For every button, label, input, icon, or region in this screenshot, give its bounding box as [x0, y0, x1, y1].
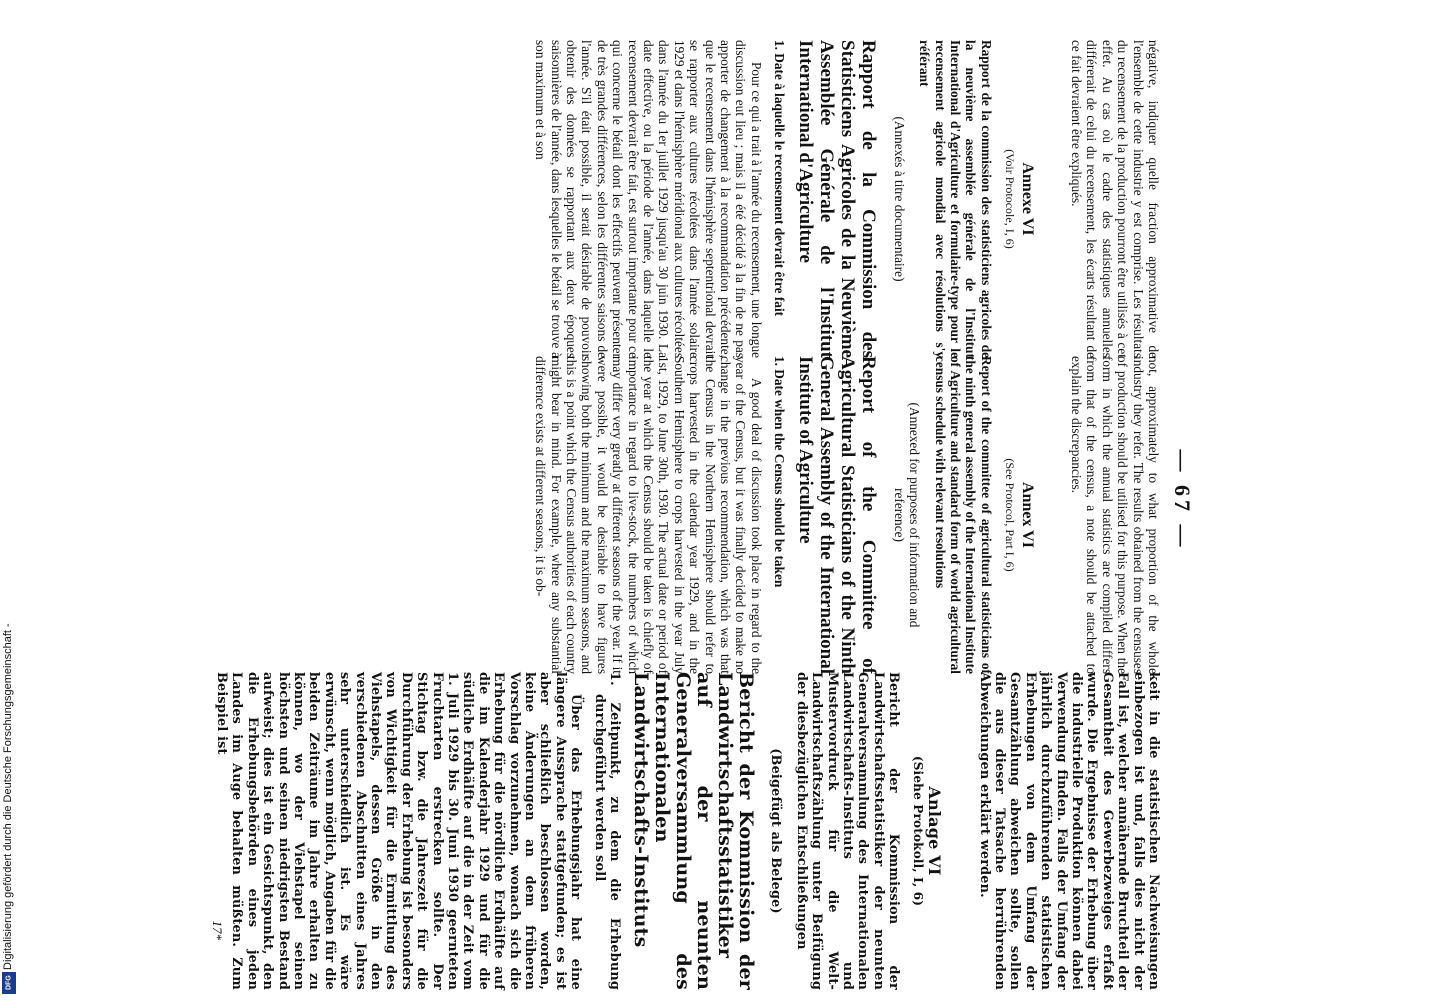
- german-report-title: Bericht der Kommission der Landwirtschaftsstatistiker auf der neunten Generalversammlung des Internationalen Landwirtschafts-Instituts: [630, 672, 758, 990]
- english-protocol-ref: (See Protocol, Part I, 6): [1003, 458, 1018, 572]
- french-annex-heading: Annexe VI: [1018, 162, 1036, 236]
- german-protocol-ref: (Siehe Protokoll, I, 6): [910, 755, 925, 907]
- german-section-heading: 1. Zeitpunkt, zu dem die Erhebung durchgeführt werden soll: [591, 672, 623, 990]
- signature-mark: 17*: [210, 920, 225, 940]
- french-protocol-ref: (Voir Protocole, I, 6): [1003, 149, 1018, 249]
- digitization-credit: [0, 0, 20, 1000]
- french-section-heading: 1. Date à laquelle le recensement devrait être fait: [772, 40, 788, 317]
- french-intro: négative, indiquer quelle fraction approximative de l'ensemble de cette industrie y est comprise. Les résultats du recensement de la production pourront être utilisés à cet effet. Au cas où le cadre des statistiques annuelles différerait de celui du recensement, les écarts résultant de ce fait devraient être expliqués.: [1068, 40, 1161, 358]
- english-annexed-note: (Annexed for purposes of information and reference): [891, 402, 923, 628]
- german-annex-heading: Anlage VI: [925, 786, 945, 876]
- credit-text: Digitalisierung gefördert durch die Deutsche Forschungsgemeinschaft -: [2, 623, 14, 970]
- french-body: Pour ce qui a trait à l'année du recensement, une longue discussion eut lieu ; mais il a été décidé à la fin de ne pas apporter de changement à la recommandation précédente, que le recensement dans l'hémisphère septentrional devrait se rapporter aux cultures récoltées dans l'année solaire 1929 et dans l'hémisphère méridional aux cultures récoltées dans l'année du 1er juillet 1929 jusqu'au 30 juin 1930. La date effective, ou la période de l'année, dans laquelle le recensement devrait être fait, est surtout importante pour ce qui concerne le bétail dont les effectifs peuvent présenter de très grandes différences, selon les différentes saisons de l'année. S'il était possible, il serait désirable de pouvoir obtenir des données se rapportant aux deux époques saisonnières de l'année, dans lesquelles le bétail se trouve à son maximum et à son: [533, 40, 764, 358]
- french-report-summary: Rapport de la commission des statisticiens agricoles de la neuvième assemblée générale de l'Institut International d'Agriculture et formulaire-type pour le recensement agricole mondial avec résolutions s'y référant: [917, 40, 994, 358]
- page-number: — 67 —: [1170, 449, 1195, 551]
- french-annexed-note: (Annexés à titre documentaire): [891, 116, 907, 282]
- english-annex-heading: Annex VI: [1018, 482, 1036, 548]
- english-column: [533, 356, 1161, 674]
- german-annexed-note: (Beigefügt als Belege): [768, 748, 784, 914]
- english-report-title: Report of the Committee of Agricultural Statisticians of the Ninth General Assembly of the International Institute of Agriculture: [795, 356, 880, 674]
- german-column: [214, 672, 1162, 990]
- english-body: A good deal of discussion took place in regard to the year of the Census, but it was finally decided to make no change in the previous recommendation, which was that the Census in the Northern Hemisphere should refer to crops harvested in the calendar year 1929, and in the Southern Hemisphere to crops harvested in the year July 1st, 1929, to June 30th, 1930. The actual date or period of the year at which the Census should be taken is chiefly of importance in regard to live-stock, the numbers of which may differ very greatly at different seasons of the year. If it were possible, it would be desirable to have figures showing both the minimum and the maximum seasons, and this is a point which the Census authorities of each country might bear in mind. For example, where any substantial difference exists at different seasons, it is ob-: [533, 356, 764, 674]
- german-report-summary: Bericht der Kommission der Landwirtschaftsstatistiker der neunten Generalversammlung des Internationalen Landwirtschafts-Instituts und Mustervordruck für die Welt-Landwirtschaftszählung unter Beifügung der diesbezüglichen Entschließungen: [793, 672, 902, 990]
- dfg-logo: DFG: [2, 972, 16, 994]
- german-intro: keit in die statistischen Nachweisungen einbezogen ist und, falls dies nicht der Fall ist, welcher annähernde Bruchteil der Gesamtheit des Gewerbezweiges erfaßt wurde. Die Ergebnisse der Erhebung über die industrielle Produktion können dabei Verwendung finden. Falls der Umfang der jährlich durchzuführenden statistischen Erhebungen von dem Umfang der Gesamtzählung abweichen sollte, sollen die aus dieser Tatsache herrührenden Abweichungen erklärt werden.: [976, 672, 1161, 990]
- english-report-summary: Report of the committee of agricultural statisticians of the ninth general assembly of the International Institute of Agriculture and standard form of world agricultural census schedule with relevant resolutions: [932, 356, 994, 674]
- scanned-page: [155, 0, 1195, 1000]
- english-intro: not, approximately to what proportion of the whole industry they refer. The results obtained from the censuses of production should be utilised for this purpose. When the form in which the annual statistics are compiled differs from that of the census, a note should be attached to explain the discrepancies.: [1068, 356, 1161, 674]
- english-section-heading: 1. Date when the Census should be taken: [772, 356, 788, 588]
- french-column: [533, 40, 1161, 358]
- french-report-title: Rapport de la Commission des Statisticiens Agricoles de la Neuvième Assemblée Générale de l'Institut International d'Agriculture: [795, 40, 880, 358]
- german-body: Über das Erhebungsjahr hat eine längere Aussprache stattgefunden; es ist aber schließlich beschlossen worden, keine Änderungen an dem früheren Vorschlag vorzunehmen, wonach sich die Erhebung für die nördliche Erdhälfte auf die im Kalenderjahr 1929 und für die südliche Erdhälfte auf die in der Zeit vom 1. Juli 1929 bis 30. Juni 1930 geernteten Fruchtarten erstrecken sollte. Der Stichtag bzw. die Jahreszeit für die Durchführung der Erhebung ist besonders von Wichtigkeit für die Ermittlung des Viehstapels, dessen Größe in den verschiedenen Abschnitten eines Jahres sehr unterschiedlich ist. Es wäre erwünscht, wenn möglich, Angaben für die beiden Zeiträume im Jahre erhalten zu können, wo der Viehstapel seinen höchsten und seinen niedrigsten Bestand aufweist; dies ist ein Gesichtspunkt, den die Erhebungsbehörden eines jeden Landes im Auge behalten müßten. Zum Beispiel ist: [213, 672, 584, 990]
